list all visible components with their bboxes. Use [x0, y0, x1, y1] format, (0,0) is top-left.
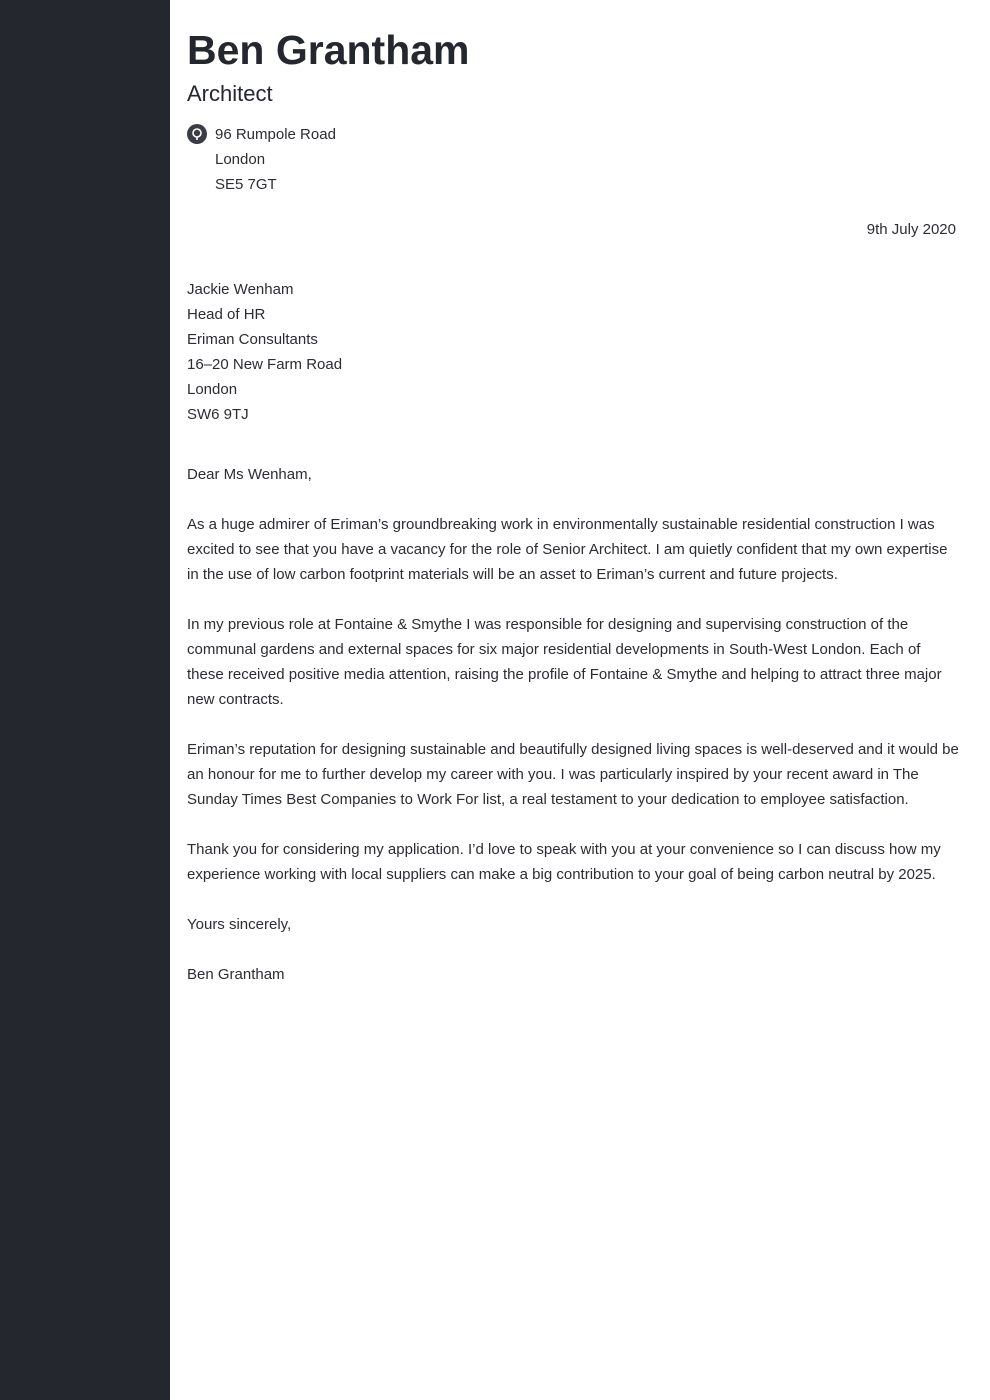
body-paragraph: Thank you for considering my application. I’d love to speak with you at your convenience so I can discuss how my experience working with local suppliers can make a big contribution to your goal of being carbon neutral by 2025. — [187, 841, 941, 883]
job-title: Architect — [187, 81, 273, 106]
letter-date: 9th July 2020 — [866, 221, 956, 238]
recipient-address — [187, 277, 959, 427]
body-paragraph: Eriman’s reputation for designing sustainable and beautifully designed living spaces is well-deserved and it would be an honour for me to further develop my career with you. I was particularly inspired by your recent award in The Sunday Times Best Companies to Work For list, a real testament to your dedication to employee satisfaction. — [187, 741, 959, 808]
cover-letter — [187, 26, 959, 987]
location-pin-icon — [187, 124, 207, 144]
applicant-name: Ben Grantham — [187, 27, 470, 73]
sender-address — [187, 122, 959, 197]
recipient-postcode: SW6 9TJ — [187, 406, 249, 423]
sidebar — [0, 0, 170, 1400]
recipient-company: Eriman Consultants — [187, 331, 318, 348]
recipient-city: London — [187, 381, 238, 398]
recipient-street: 16–20 New Farm Road — [187, 356, 343, 373]
sender-address-line: 96 Rumpole Road — [215, 126, 336, 143]
salutation: Dear Ms Wenham, — [187, 466, 312, 483]
signature: Ben Grantham — [187, 966, 285, 983]
closing: Yours sincerely, — [187, 916, 292, 933]
body-paragraph: As a huge admirer of Eriman’s groundbreaking work in environmentally sustainable residential construction I was excited to see that you have a vacancy for the role of Senior Architect. I am quietly confident that my own expertise in the use of low carbon footprint materials will be an asset to Eriman’s current and future projects. — [187, 516, 948, 583]
recipient-title: Head of HR — [187, 306, 266, 323]
sender-address-line: London — [215, 151, 266, 168]
recipient-name: Jackie Wenham — [187, 281, 294, 298]
body-paragraph: In my previous role at Fontaine & Smythe I was responsible for designing and supervising construction of the communal gardens and external spaces for six major residential developments in South-West London. Each of these received positive media attention, raising the profile of Fontaine & Smythe and helping to attract three major new contracts. — [187, 616, 942, 708]
sender-address-line: SE5 7GT — [215, 176, 277, 193]
